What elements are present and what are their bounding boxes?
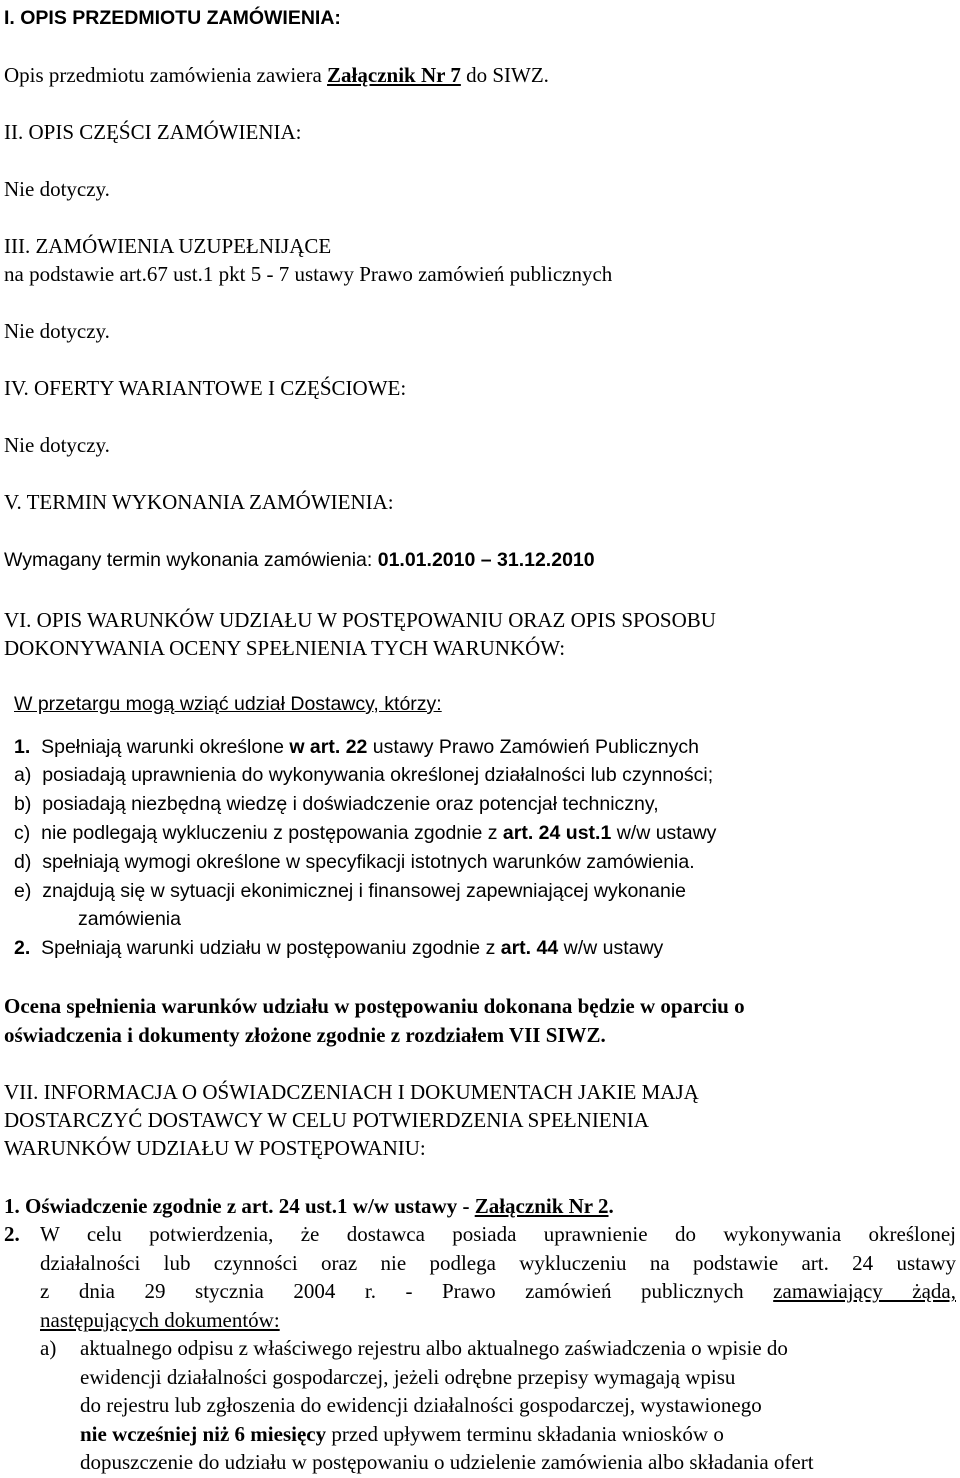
section-7-heading-line-2: DOSTARCZYĆ DOSTAWCY W CELU POTWIERDZENIA SPEŁNIENIA [4, 1108, 649, 1132]
item-1-text: Spełniają warunki określone [41, 736, 290, 758]
section-2-heading: II. OPIS CZĘŚCI ZAMÓWIENIA: [4, 120, 302, 144]
item-2-article: art. 44 [500, 937, 559, 959]
attachment-2-link: Załącznik Nr 2 [474, 1194, 609, 1218]
item-2-rest: w/w ustawy [558, 937, 664, 959]
section-6-intro: W przetargu mogą wziąć udział Dostawcy, którzy: [14, 693, 442, 715]
section-5-heading: V. TERMIN WYKONANIA ZAMÓWIENIA: [4, 490, 394, 514]
item-2-number: 2. [14, 937, 31, 959]
section-2-text: Nie dotyczy. [4, 177, 110, 201]
section-7-item-2-line-3-underlined: zamawiający żąda, [773, 1279, 956, 1303]
subitem-c [14, 819, 716, 847]
subitem-b [14, 790, 659, 818]
subitem-b-label: b) [14, 793, 32, 815]
section-7-item-2-line-4: następujących dokumentów: [40, 1308, 280, 1332]
assessment-line-1: Ocena spełnienia warunków udziału w postępowaniu dokonana będzie w oparciu o [4, 994, 745, 1018]
section-6-item-1 [14, 733, 699, 761]
section-7-item-2-number: 2. [4, 1222, 20, 1246]
item-2-text: Spełniają warunki udziału w postępowaniu zgodnie z [41, 937, 501, 959]
section-1-heading: I. OPIS PRZEDMIOTU ZAMÓWIENIA: [4, 7, 341, 29]
section-6-item-2 [14, 934, 663, 962]
sub-a-line-4-bold: nie wcześniej niż 6 miesięcy [80, 1422, 327, 1446]
subitem-c-text-after: w/w ustawy [611, 822, 717, 844]
sub-a-line-5: dopuszczenie do udziału w postępowaniu o udzielenie zamówienia albo składania ofert [80, 1450, 814, 1474]
subitem-b-text: posiadają niezbędną wiedzę i doświadczenie oraz potencjał techniczny, [42, 793, 659, 815]
subitem-a-text: posiadają uprawnienia do wykonywania określonej działalności lub czynności; [42, 764, 714, 786]
section-6-heading-line-1: VI. OPIS WARUNKÓW UDZIAŁU W POSTĘPOWANIU ORAZ OPIS SPOSOBU [4, 608, 716, 632]
deadline-dates: 01.01.2010 – 31.12.2010 [377, 549, 595, 571]
subitem-c-article: art. 24 ust.1 [502, 822, 612, 844]
sub-a-label: a) [40, 1336, 57, 1360]
section-5-text [4, 546, 595, 574]
section-7-item-2-line-1: W celu potwierdzenia, że dostawca posiada uprawnienie do wykonywania określonej [40, 1222, 956, 1246]
section-7-item-1-text: 1. Oświadczenie zgodnie z art. 24 ust.1 w/w ustawy - [4, 1194, 475, 1218]
section-1-text-after: do SIWZ. [460, 63, 549, 87]
subitem-d-label: d) [14, 851, 32, 873]
section-4-heading: IV. OFERTY WARIANTOWE I CZĘŚCIOWE: [4, 376, 407, 400]
section-1-text-before: Opis przedmiotu zamówienia zawiera [4, 63, 328, 87]
subitem-e-text-line-2: zamówienia [78, 908, 181, 930]
section-3-heading: III. ZAMÓWIENIA UZUPEŁNIJĄCE [4, 234, 332, 258]
item-1-article: w art. 22 [289, 736, 368, 758]
subitem-a-label: a) [14, 764, 32, 786]
section-3-text: Nie dotyczy. [4, 319, 110, 343]
deadline-label: Wymagany termin wykonania zamówienia: [4, 549, 378, 571]
section-3-subheading: na podstawie art.67 ust.1 pkt 5 - 7 ustawy Prawo zamówień publicznych [4, 262, 613, 286]
section-7-heading-line-3: WARUNKÓW UDZIAŁU W POSTĘPOWANIU: [4, 1136, 426, 1160]
subitem-d-text: spełniają wymogi określone w specyfikacji istotnych warunków zamówienia. [42, 851, 695, 873]
section-4-text: Nie dotyczy. [4, 433, 110, 457]
subitem-e [14, 877, 686, 905]
subitem-e-label: e) [14, 880, 32, 902]
section-6-heading-line-2: DOKONYWANIA OCENY SPEŁNIENIA TYCH WARUNKÓW: [4, 636, 566, 660]
section-7-item-2-line-2: działalności lub czynności oraz nie podlega wykluczeniu na podstawie art. 24 ustawy [40, 1251, 956, 1275]
assessment-line-2: oświadczenia i dokumenty złożone zgodnie z rozdziałem VII SIWZ. [4, 1023, 606, 1047]
subitem-e-text-line-1: znajdują się w sytuacji ekonimicznej i finansowej zapewniającej wykonanie [42, 880, 687, 902]
sub-a-line-2: ewidencji działalności gospodarczej, jeżeli odrębne przepisy wymagają wpisu [80, 1365, 736, 1389]
section-7-item-1 [4, 1192, 614, 1220]
section-7-item-2-line-3-text: z dnia 29 stycznia 2004 r. - Prawo zamówień publicznych [40, 1279, 774, 1303]
section-7-heading-line-1: VII. INFORMACJA O OŚWIADCZENIACH I DOKUMENTACH JAKIE MAJĄ [4, 1080, 699, 1104]
subitem-d [14, 848, 695, 876]
item-1-number: 1. [14, 736, 31, 758]
item-1-rest: ustawy Prawo Zamówień Publicznych [367, 736, 700, 758]
sub-a-line-3: do rejestru lub zgłoszenia do ewidencji działalności gospodarczej, wystawionego [80, 1393, 762, 1417]
attachment-7-link: Załącznik Nr 7 [327, 63, 461, 87]
subitem-a [14, 761, 713, 789]
sub-a-line-4 [80, 1420, 724, 1448]
sub-a-line-1: aktualnego odpisu z właściwego rejestru albo aktualnego zaświadczenia o wpisie do [80, 1336, 788, 1360]
sub-a-line-4-rest: przed upływem terminu składania wniosków o [326, 1422, 724, 1446]
section-1-text [4, 61, 549, 89]
section-7-item-2-line-3 [40, 1277, 956, 1305]
subitem-c-label: c) [14, 822, 31, 844]
section-7-item-1-end: . [608, 1194, 614, 1218]
subitem-c-text: nie podlegają wykluczeniu z postępowania zgodnie z [41, 822, 503, 844]
